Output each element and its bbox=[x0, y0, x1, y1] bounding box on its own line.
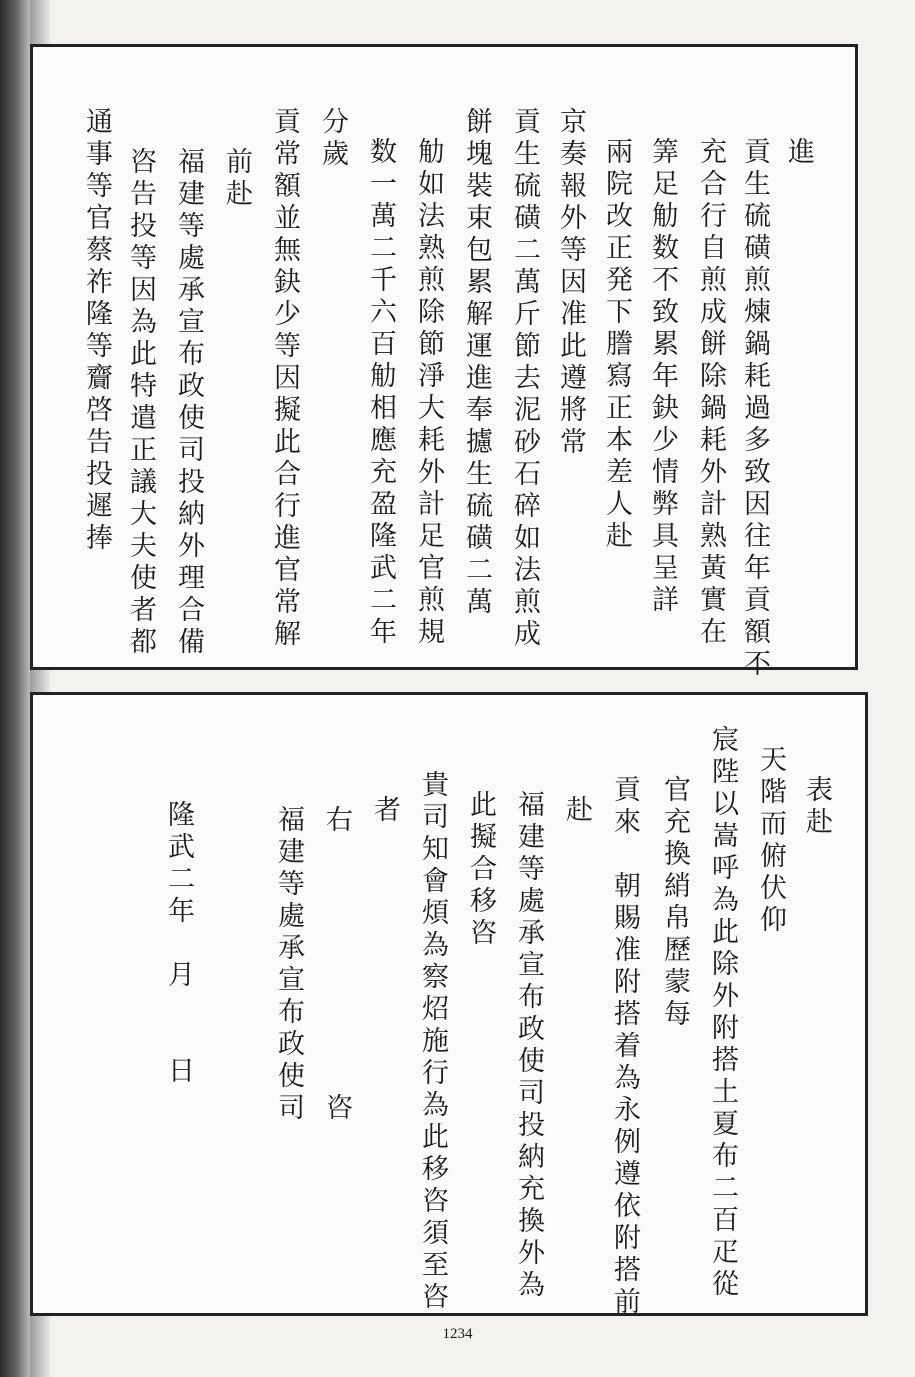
text-column: 者 bbox=[369, 795, 400, 827]
text-column: 貴司知會煩為察炤施行為此移咨須至咨 bbox=[417, 770, 448, 1314]
text-column: 右 咨 bbox=[321, 805, 352, 1125]
text-column: 進 bbox=[783, 137, 814, 169]
text-column: 貢生硫磺煎煉鍋耗過多致因往年貢額不 bbox=[739, 137, 770, 681]
top-document-panel bbox=[30, 44, 858, 681]
text-column: 貢來 朝賜准附搭着為永例遵依附搭前 bbox=[609, 775, 640, 1319]
bottom-document-panel bbox=[30, 692, 868, 1319]
text-column: 宸陛以嵩呼為此除外附搭土夏布二百疋從 bbox=[707, 725, 738, 1301]
text-column: 福建等處承宣布政使司投納外理合備 bbox=[173, 147, 204, 659]
text-column: 数一萬二千六百觔相應充盈隆武二年 bbox=[365, 137, 396, 649]
text-column: 此擬合移咨 bbox=[465, 790, 496, 950]
text-column: 通事等官蔡祚隆等齎啓告投遲捧 bbox=[81, 107, 112, 555]
text-column: 兩院改正発下謄寫正本差人赴 bbox=[601, 137, 632, 553]
text-column: 隆武二年 月 日 bbox=[163, 800, 194, 1088]
text-column: 赴 bbox=[561, 795, 592, 827]
text-column: 福建等處承宣布政使司投納充換外為 bbox=[513, 790, 544, 1302]
text-column: 分歲 bbox=[317, 107, 348, 171]
text-column: 京奏報外等因准此遵將常 bbox=[555, 107, 586, 459]
text-column: 觔如法熟煎除節淨大耗外計足官煎規 bbox=[413, 137, 444, 649]
book-spine-shadow bbox=[0, 0, 30, 1377]
text-column: 咨告投等因為此特遣正議大夫使者都 bbox=[125, 147, 156, 659]
text-column: 餅塊裝束包累解運進奉攄生硫磺二萬 bbox=[461, 107, 492, 619]
text-column: 天階而俯伏仰 bbox=[755, 745, 786, 937]
text-column: 福建等處承宣布政使司 bbox=[273, 805, 304, 1125]
text-column: 貢生硫磺二萬斤節去泥砂石碎如法煎成 bbox=[509, 107, 540, 651]
text-column: 充合行自煎成餅除鍋耗外計熟黃實在 bbox=[695, 137, 726, 649]
text-column: 表赴 bbox=[801, 775, 832, 839]
page-number: 1234 bbox=[442, 1326, 473, 1342]
text-column: 官充換綃帛歷蒙每 bbox=[659, 775, 690, 1031]
text-column: 貢常額並無鈌少等因擬此合行進官常解 bbox=[269, 107, 300, 651]
text-column: 前赴 bbox=[221, 147, 252, 211]
text-column: 筭足觔数不致累年鈌少情弊具呈詳 bbox=[647, 137, 678, 617]
